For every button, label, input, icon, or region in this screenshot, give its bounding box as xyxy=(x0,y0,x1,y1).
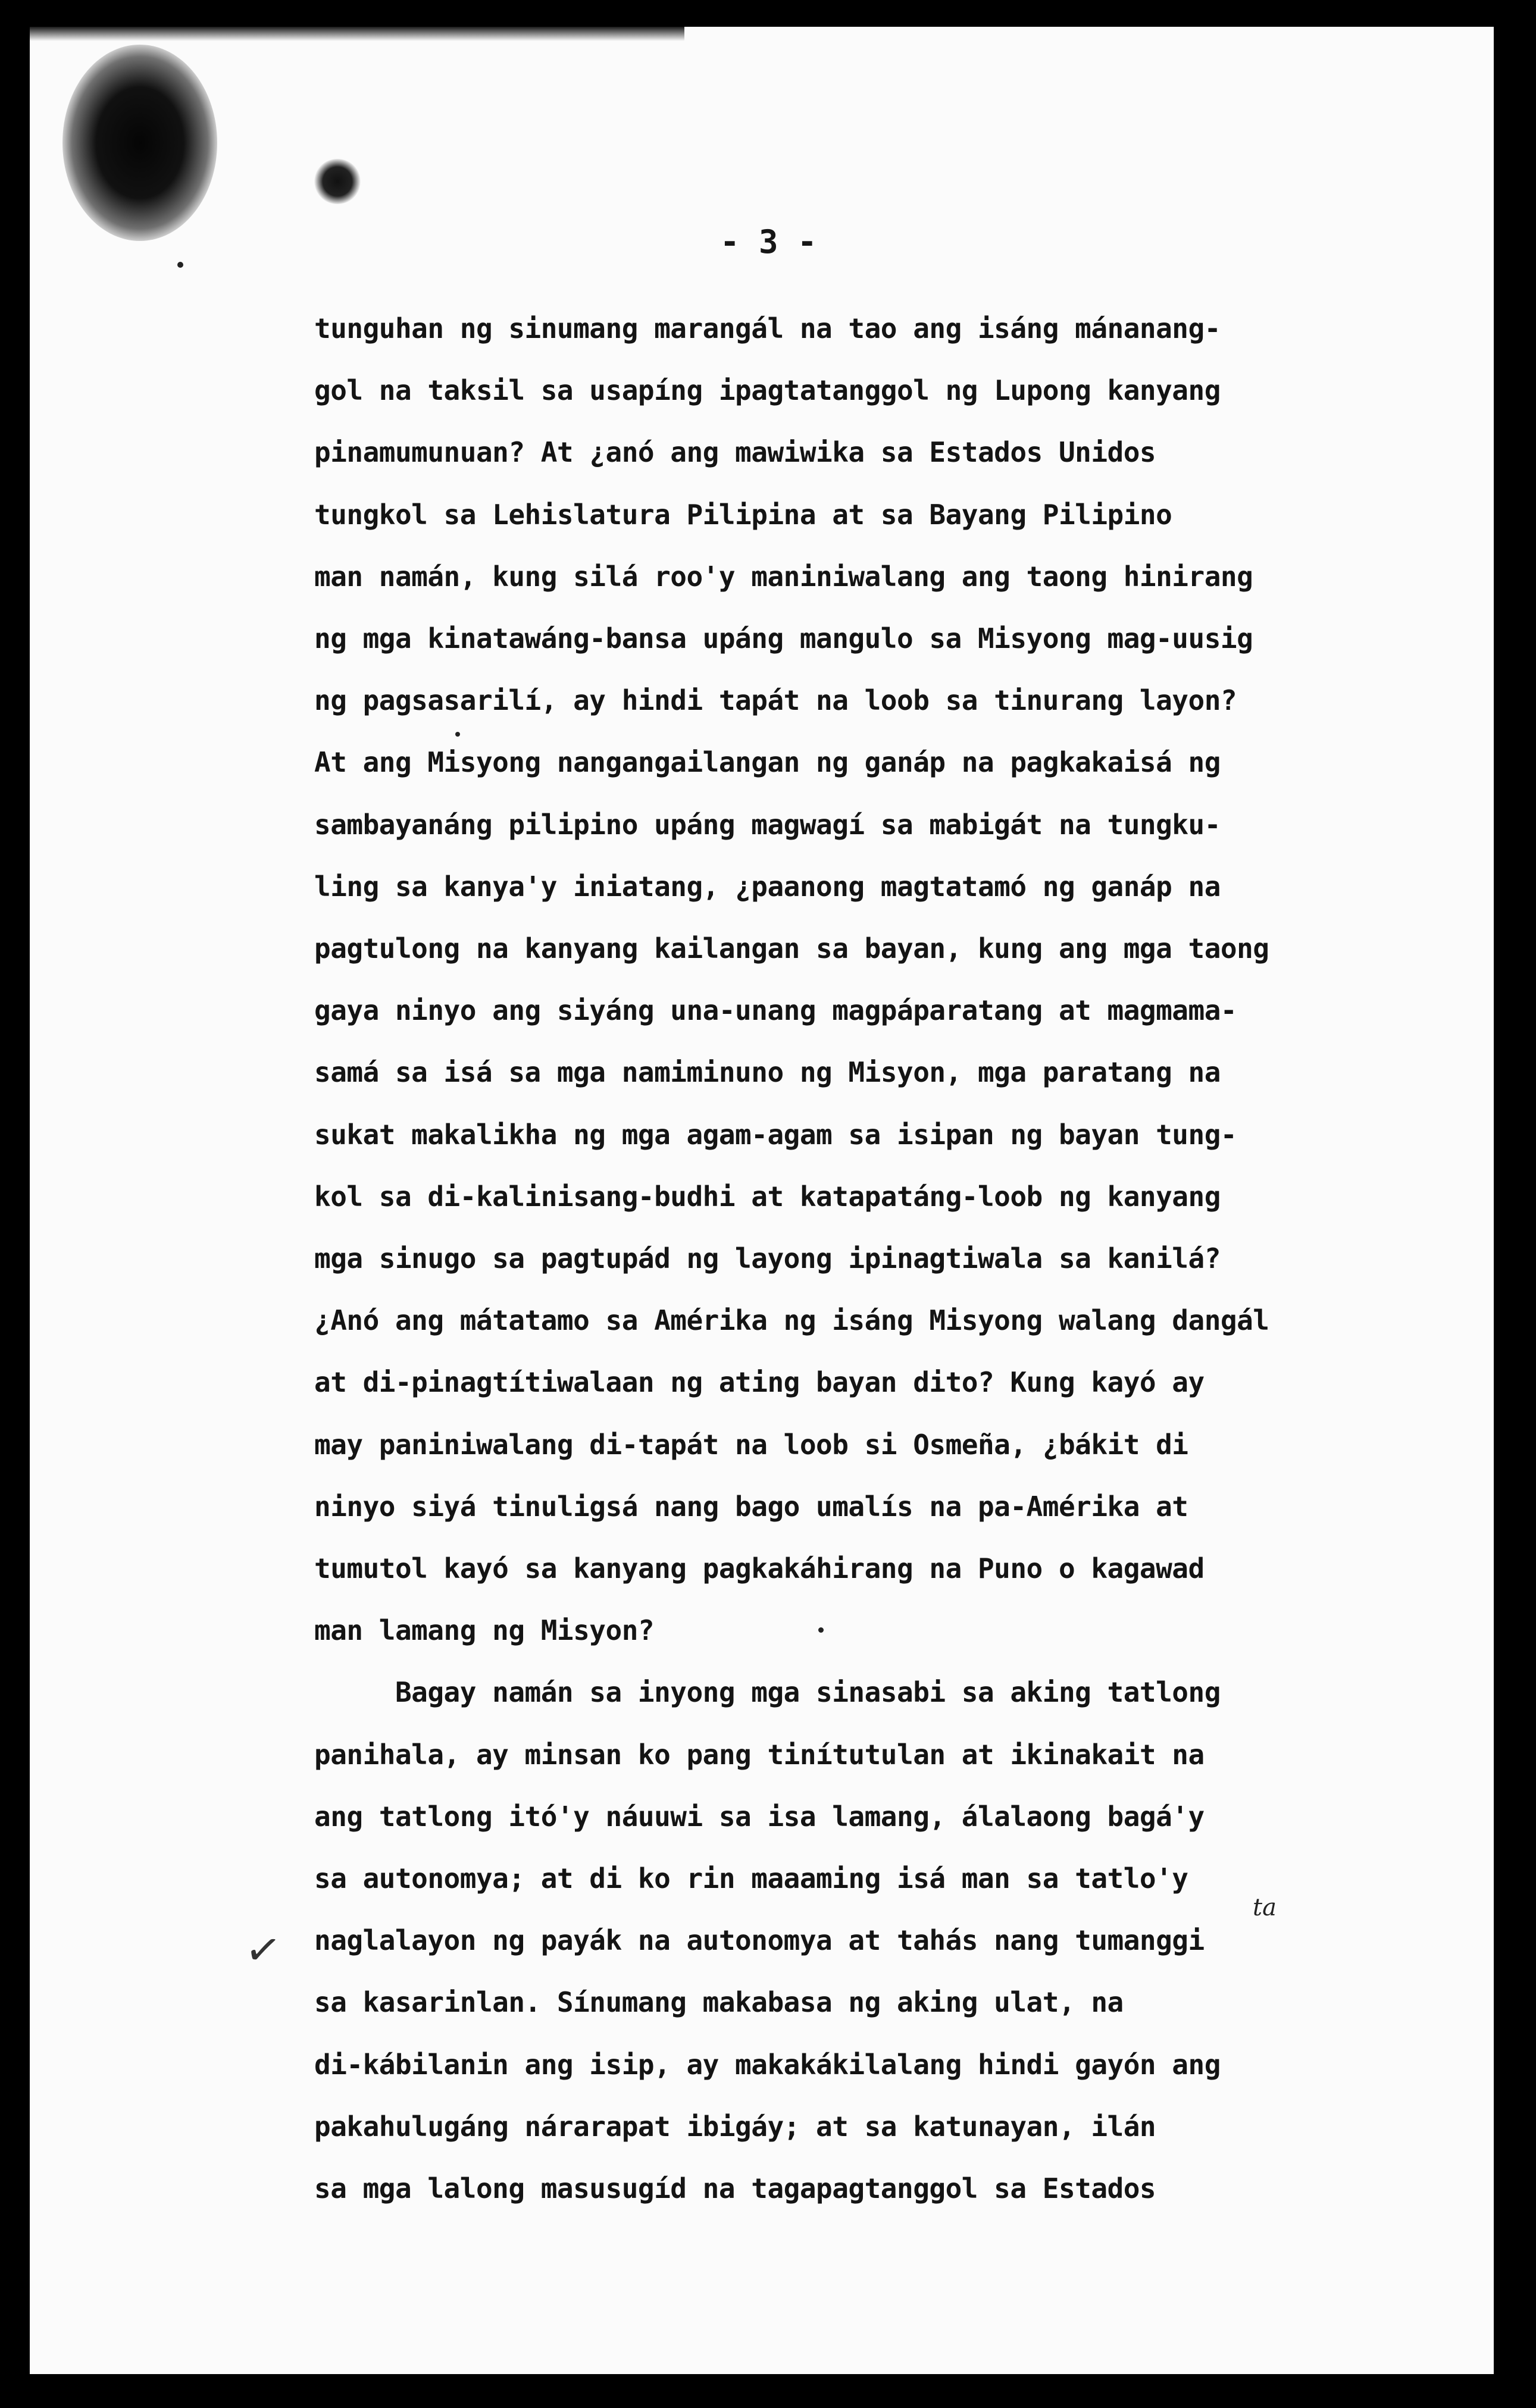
ink-speck xyxy=(177,262,183,268)
text-line: pagtulong na kanyang kailangan sa bayan, kung ang mga taong xyxy=(314,932,1269,965)
text-line: naglalayon ng payák na autonomya at tahás nang tumanggi xyxy=(314,1924,1205,1957)
ink-speck xyxy=(455,732,460,737)
text-line: ling sa kanya'y iniatang, ¿paanong magtatamó ng ganáp na xyxy=(314,870,1221,903)
handwritten-insertion: ta xyxy=(1253,1894,1277,1921)
text-line: Bagay namán sa inyong mga sinasabi sa aking tatlong xyxy=(314,1676,1221,1709)
text-line: gaya ninyo ang siyáng una-unang magpáparatang at magmama- xyxy=(314,994,1237,1027)
text-line: ng mga kinatawáng-bansa upáng mangulo sa Misyong mag-uusig xyxy=(314,622,1253,655)
text-line: ang tatlong itó'y náuuwi sa isa lamang, álalaong bagá'y xyxy=(314,1800,1205,1833)
text-line: man namán, kung silá roo'y maniniwalang ang taong hinirang xyxy=(314,560,1253,593)
text-line: kol sa di-kalinisang-budhi at katapatáng-loob ng kanyang xyxy=(314,1180,1221,1213)
text-line: sa kasarinlan. Sínumang makabasa ng aking ulat, na xyxy=(314,1986,1124,2019)
text-line: samá sa isá sa mga namiminuno ng Misyon, mga paratang na xyxy=(314,1056,1221,1089)
margin-checkmark-icon: ✓ xyxy=(242,1922,284,1977)
ink-smudge xyxy=(62,45,217,241)
text-line: tunguhan ng sinumang marangál na tao ang isáng mánanang- xyxy=(314,312,1221,345)
text-line: tumutol kayó sa kanyang pagkakáhirang na Puno o kagawad xyxy=(314,1552,1205,1585)
text-line: ¿Anó ang mátatamo sa Amérika ng isáng Misyong walang dangál xyxy=(314,1304,1269,1337)
ink-blot xyxy=(314,159,361,204)
text-line: sambayanáng pilipino upáng magwagí sa mabigát na tungku- xyxy=(314,808,1221,841)
text-line: mga sinugo sa pagtupád ng layong ipinagtiwala sa kanilá? xyxy=(314,1242,1221,1275)
text-line: pakahulugáng nárarapat ibigáy; at sa katunayan, ilán xyxy=(314,2110,1156,2143)
text-line: sukat makalikha ng mga agam-agam sa isipan ng bayan tung- xyxy=(314,1118,1237,1151)
text-line: di-kábilanin ang isip, ay makakákilalang hindi gayón ang xyxy=(314,2048,1221,2081)
text-line: man lamang ng Misyon? xyxy=(314,1614,655,1647)
page-number: - 3 - xyxy=(720,223,817,261)
text-line: ninyo siyá tinuligsá nang bago umalís na pa-Amérika at xyxy=(314,1490,1188,1523)
text-line: pinamumunuan? At ¿anó ang mawiwika sa Estados Unidos xyxy=(314,436,1156,469)
text-line: may paniniwalang di-tapát na loob si Osmeña, ¿bákit di xyxy=(314,1428,1188,1461)
text-line: at di-pinagtítiwalaan ng ating bayan dito? Kung kayó ay xyxy=(314,1366,1205,1399)
text-line: sa autonomya; at di ko rin maaaming isá man sa tatlo'y xyxy=(314,1862,1188,1895)
text-line: tungkol sa Lehislatura Pilipina at sa Bayang Pilipino xyxy=(314,498,1172,531)
text-line: At ang Misyong nangangailangan ng ganáp na pagkakaisá ng xyxy=(314,746,1221,779)
ink-speck xyxy=(818,1627,824,1633)
document-page xyxy=(30,27,1494,2374)
text-line: sa mga lalong masusugíd na tagapagtanggol sa Estados xyxy=(314,2172,1156,2205)
text-line: panihala, ay minsan ko pang tinítutulan at ikinakait na xyxy=(314,1738,1205,1771)
text-line: gol na taksil sa usapíng ipagtatanggol ng Lupong kanyang xyxy=(314,374,1221,407)
text-line: ng pagsasarilí, ay hindi tapát na loob sa tinurang layon? xyxy=(314,684,1237,717)
scan-edge-shadow xyxy=(30,27,684,41)
